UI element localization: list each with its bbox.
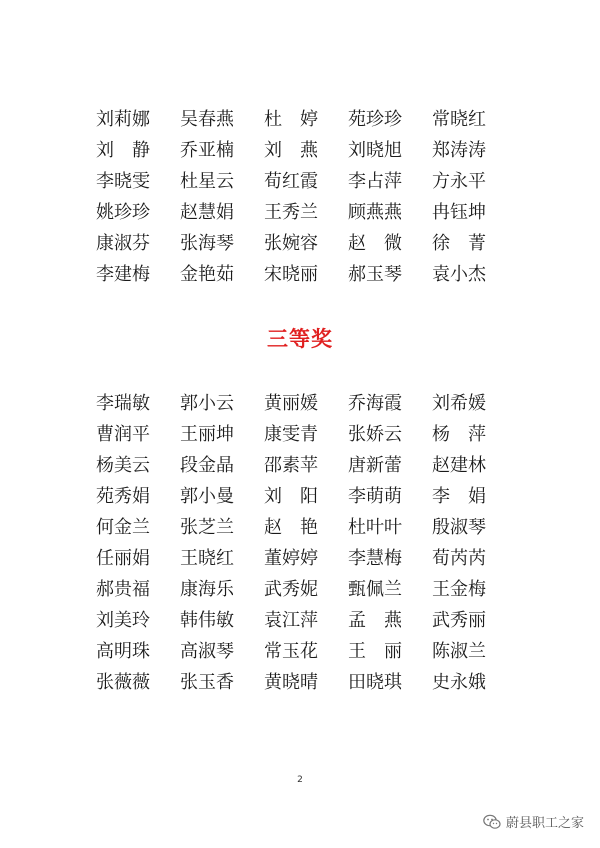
person-name: 荀红霞 [264,171,318,192]
person-name: 田晓琪 [348,672,402,693]
name-row [96,543,516,574]
person-name: 刘美玲 [96,610,150,631]
name-row [96,574,516,605]
person-name: 韩伟敏 [180,610,234,631]
person-name: 李慧梅 [348,548,402,569]
person-name: 袁江萍 [264,610,318,631]
person-name: 曹润平 [96,424,150,445]
person-name: 王丽坤 [180,424,234,445]
person-name: 张玉香 [180,672,234,693]
person-name: 冉钰坤 [432,202,486,223]
person-name: 乔海霞 [348,393,402,414]
person-name: 刘晓旭 [348,140,402,161]
person-name: 张芝兰 [180,517,234,538]
person-name: 康雯青 [264,424,318,445]
person-name: 甄佩兰 [348,579,402,600]
name-row [96,419,516,450]
person-name: 高明珠 [96,641,150,662]
person-name: 赵建林 [432,455,486,476]
person-name: 王 丽 [348,641,402,662]
person-name: 任丽娟 [96,548,150,569]
person-name: 武秀丽 [432,610,486,631]
second-prize-name-grid [96,104,516,290]
person-name: 武秀妮 [264,579,318,600]
person-name: 常晓红 [432,109,486,130]
person-name: 刘 燕 [264,140,318,161]
name-row [96,512,516,543]
person-name: 刘莉娜 [96,109,150,130]
person-name: 黄丽媛 [264,393,318,414]
person-name: 苑珍珍 [348,109,402,130]
person-name: 苑秀娟 [96,486,150,507]
person-name: 郭小云 [180,393,234,414]
name-row [96,166,516,197]
name-row [96,135,516,166]
watermark-text: 蔚县职工之家 [505,816,584,831]
third-prize-name-grid [96,388,516,698]
person-name: 唐新蕾 [348,455,402,476]
third-prize-heading: 三等奖 [267,326,333,351]
person-name: 常玉花 [264,641,318,662]
person-name: 杜叶叶 [348,517,402,538]
person-name: 杜星云 [180,171,234,192]
person-name: 赵慧娟 [180,202,234,223]
person-name: 史永娥 [432,672,486,693]
person-name: 杨 萍 [432,424,486,445]
person-name: 刘 静 [96,140,150,161]
person-name: 杜 婷 [264,109,318,130]
person-name: 高淑琴 [180,641,234,662]
name-row [96,450,516,481]
person-name: 顾燕燕 [348,202,402,223]
name-row [96,228,516,259]
person-name: 赵 艳 [264,517,318,538]
person-name: 郝贵福 [96,579,150,600]
person-name: 康海乐 [180,579,234,600]
person-name: 邵素苹 [264,455,318,476]
person-name: 金艳茹 [180,264,234,285]
person-name: 李萌萌 [348,486,402,507]
person-name: 董婷婷 [264,548,318,569]
person-name: 张婉容 [264,233,318,254]
person-name: 郭小曼 [180,486,234,507]
person-name: 乔亚楠 [180,140,234,161]
person-name: 王晓红 [180,548,234,569]
person-name: 张海琴 [180,233,234,254]
person-name: 李瑞敏 [96,393,150,414]
name-row [96,667,516,698]
name-row [96,197,516,228]
name-row [96,104,516,135]
person-name: 吴春燕 [180,109,234,130]
person-name: 王秀兰 [264,202,318,223]
name-row [96,388,516,419]
person-name: 赵 微 [348,233,402,254]
page-number: 2 [297,775,303,785]
person-name: 王金梅 [432,579,486,600]
person-name: 宋晓丽 [264,264,318,285]
person-name: 郑涛涛 [432,140,486,161]
name-row [96,636,516,667]
person-name: 李晓雯 [96,171,150,192]
wechat-watermark [483,812,584,831]
person-name: 陈淑兰 [432,641,486,662]
person-name: 方永平 [432,171,486,192]
name-row [96,481,516,512]
person-name: 荀芮芮 [432,548,486,569]
person-name: 张薇薇 [96,672,150,693]
person-name: 何金兰 [96,517,150,538]
person-name: 李占萍 [348,171,402,192]
person-name: 李建梅 [96,264,150,285]
person-name: 姚珍珍 [96,202,150,223]
person-name: 段金晶 [180,455,234,476]
person-name: 殷淑琴 [432,517,486,538]
person-name: 郝玉琴 [348,264,402,285]
person-name: 李 娟 [432,486,486,507]
person-name: 袁小杰 [432,264,486,285]
wechat-icon [483,814,501,830]
name-row [96,605,516,636]
person-name: 刘 阳 [264,486,318,507]
person-name: 杨美云 [96,455,150,476]
person-name: 刘希媛 [432,393,486,414]
person-name: 徐 菁 [432,233,486,254]
person-name: 孟 燕 [348,610,402,631]
name-row [96,259,516,290]
person-name: 张娇云 [348,424,402,445]
person-name: 康淑芬 [96,233,150,254]
person-name: 黄晓晴 [264,672,318,693]
